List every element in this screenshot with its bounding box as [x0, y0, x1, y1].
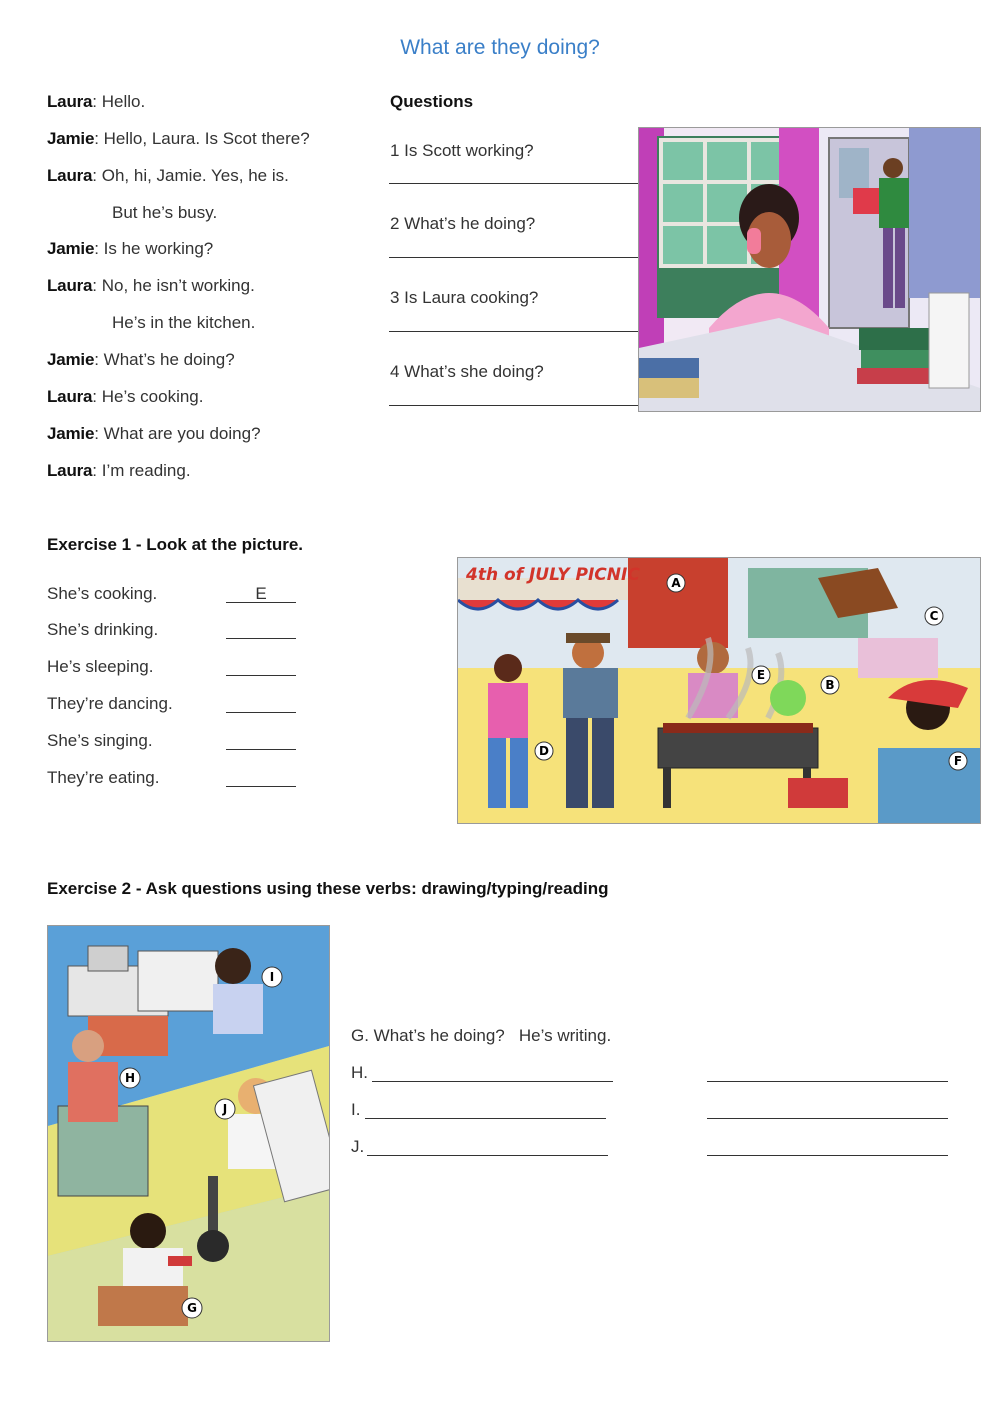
- dialogue-line: [47, 239, 213, 259]
- phone-call-picture: [638, 127, 981, 412]
- question-4: 4 What’s she doing?: [390, 362, 544, 381]
- line-text: : What are you doing?: [94, 424, 261, 443]
- line-text: : What’s he doing?: [94, 350, 235, 369]
- example-question: G. What’s he doing?: [351, 1026, 505, 1045]
- row-i-answer-line[interactable]: [707, 1118, 948, 1119]
- line-text: : I’m reading.: [92, 461, 191, 480]
- exercise-1-sentence: They’re dancing.: [47, 694, 173, 713]
- office-picture: [47, 925, 330, 1342]
- label-f: F: [953, 754, 963, 768]
- exercise-1-answer[interactable]: [226, 696, 296, 713]
- label-g: G: [187, 1301, 197, 1315]
- question-3: 3 Is Laura cooking?: [390, 288, 539, 307]
- line-text: But he’s busy.: [112, 203, 218, 222]
- example-row: [351, 1026, 611, 1046]
- exercise-1-answer[interactable]: [226, 659, 296, 676]
- row-h-answer-line[interactable]: [707, 1081, 948, 1082]
- question-2: 2 What’s he doing?: [390, 214, 536, 233]
- dialogue-line: [47, 387, 204, 407]
- speaker: Jamie: [47, 239, 95, 258]
- exercise-1-answer[interactable]: E: [226, 586, 296, 603]
- example-answer: He’s writing.: [518, 1026, 612, 1045]
- exercise-1-sentence: He’s sleeping.: [47, 657, 154, 676]
- dialogue-line: [112, 203, 217, 223]
- exercise-1-answer[interactable]: [226, 733, 296, 750]
- label-a: A: [671, 576, 681, 590]
- speaker: Laura: [47, 92, 93, 111]
- row-j-answer-line[interactable]: [707, 1155, 948, 1156]
- line-text: : Hello.: [92, 92, 146, 111]
- picnic-picture: [457, 557, 981, 824]
- label-b: B: [825, 678, 835, 692]
- label-h: H: [124, 1071, 136, 1085]
- speaker: Jamie: [47, 129, 95, 148]
- row-h-label: H.: [351, 1063, 368, 1082]
- exercise-1-heading: Exercise 1 - Look at the picture.: [47, 535, 304, 554]
- row-j-label: J.: [351, 1137, 365, 1156]
- label-e: E: [756, 668, 766, 682]
- label-c: C: [929, 609, 939, 623]
- label-i: I: [269, 970, 275, 984]
- speaker: Laura: [47, 387, 93, 406]
- exercise-1-answer[interactable]: [226, 622, 296, 639]
- label-j: J: [222, 1102, 228, 1116]
- dialogue-line: [47, 92, 145, 112]
- answer-line-2[interactable]: [389, 257, 639, 258]
- row-i-question-line[interactable]: [365, 1118, 606, 1119]
- exercise-2-heading: Exercise 2 - Ask questions using these verbs: drawing/typing/reading: [47, 879, 609, 898]
- exercise-1-answer[interactable]: [226, 770, 296, 787]
- speaker: Jamie: [47, 350, 95, 369]
- dialogue-line: [112, 313, 255, 333]
- line-text: : Oh, hi, Jamie. Yes, he is.: [92, 166, 289, 185]
- exercise-1-sentence: She’s singing.: [47, 731, 153, 750]
- answer-line-3[interactable]: [389, 331, 639, 332]
- speaker: Laura: [47, 276, 93, 295]
- speaker: Laura: [47, 166, 93, 185]
- question-1: 1 Is Scott working?: [390, 141, 534, 160]
- dialogue-line: [47, 461, 191, 481]
- label-d: D: [539, 744, 549, 758]
- speaker: Laura: [47, 461, 93, 480]
- row-h-question-line[interactable]: [372, 1081, 613, 1082]
- exercise-1-sentence: She’s cooking.: [47, 584, 158, 603]
- answer-line-1[interactable]: [389, 183, 639, 184]
- page-title: What are they doing?: [400, 36, 600, 59]
- dialogue-line: [47, 129, 310, 149]
- questions-heading: Questions: [390, 92, 474, 111]
- dialogue-line: [47, 276, 255, 296]
- banner-text: 4th of JULY PICNIC: [466, 565, 640, 585]
- line-text: : No, he isn’t working.: [92, 276, 255, 295]
- answer-line-4[interactable]: [389, 405, 639, 406]
- exercise-1-sentence: They’re eating.: [47, 768, 160, 787]
- speaker: Jamie: [47, 424, 95, 443]
- row-j-question-line[interactable]: [367, 1155, 608, 1156]
- dialogue-line: [47, 424, 261, 444]
- exercise-1-sentence: She’s drinking.: [47, 620, 159, 639]
- line-text: : Hello, Laura. Is Scot there?: [94, 129, 310, 148]
- dialogue-line: [47, 166, 289, 186]
- line-text: : Is he working?: [94, 239, 214, 258]
- line-text: He’s in the kitchen.: [112, 313, 256, 332]
- line-text: : He’s cooking.: [92, 387, 204, 406]
- row-i-label: I.: [351, 1100, 361, 1119]
- dialogue-line: [47, 350, 235, 370]
